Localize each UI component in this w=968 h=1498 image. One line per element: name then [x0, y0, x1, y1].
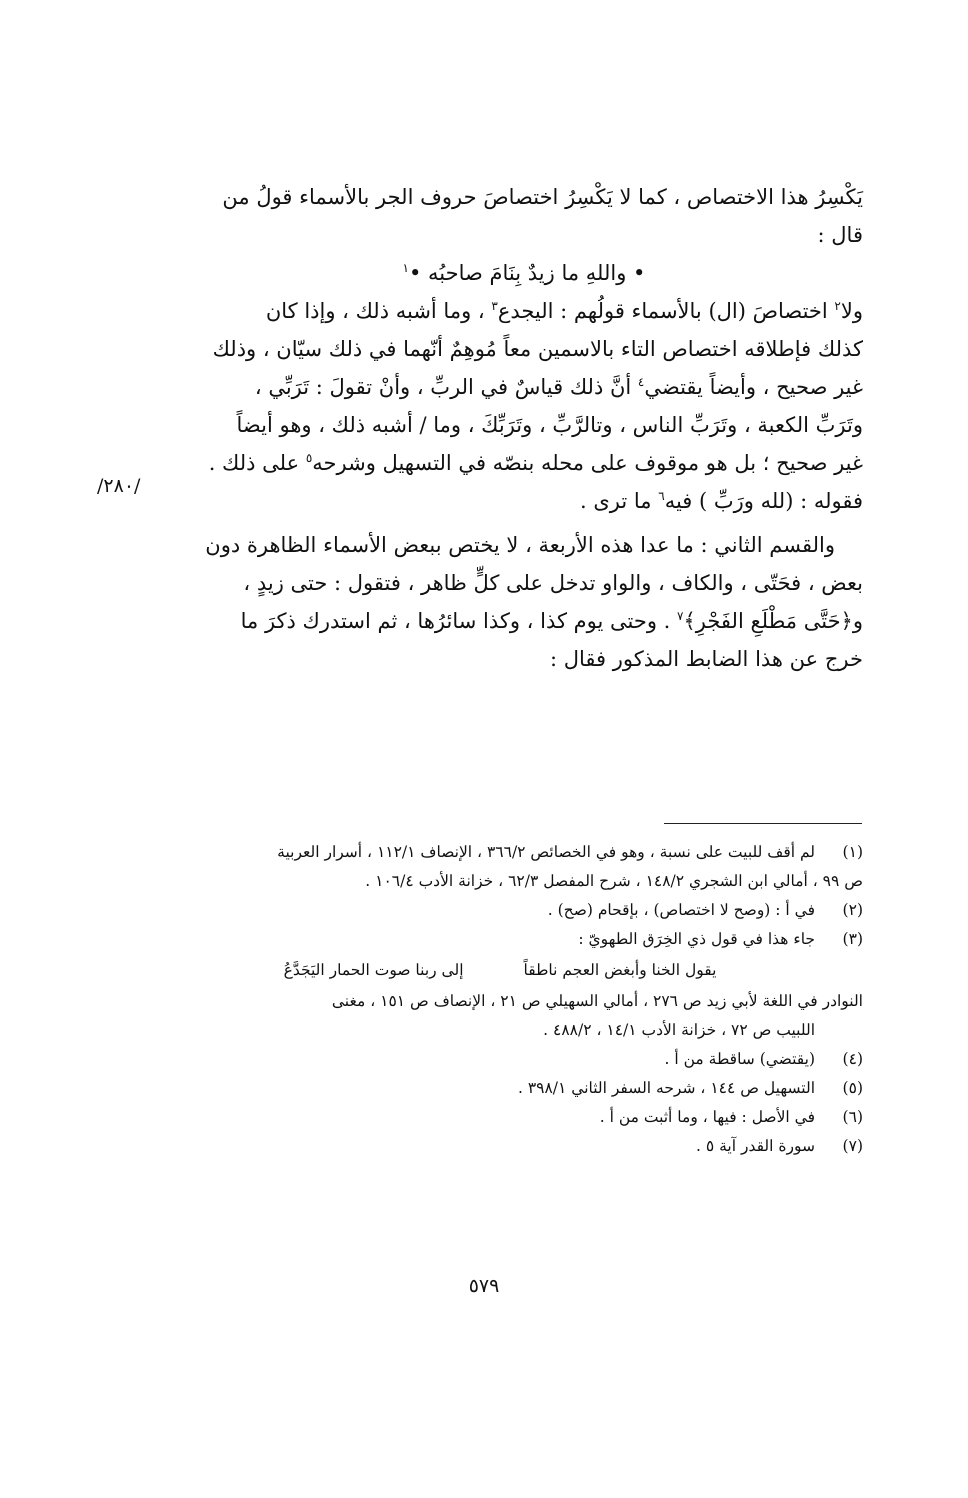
page-number: ٥٧٩	[468, 1275, 500, 1297]
footnote-ref: ٥	[305, 451, 313, 465]
text-line	[185, 602, 863, 640]
footnote-line: ص ٩٩ ، أمالي ابن الشجري ١٤٨/٢ ، شرح المفصل ٦٢/٣ ، خزانة الأدب ١٠٦/٤ .	[365, 872, 863, 890]
text-segment: على ذلك .	[208, 451, 306, 475]
footnote-ref: ١	[402, 261, 409, 275]
footnote-number: (٥)	[842, 1079, 863, 1097]
text-segment: . وحتى يوم كذا ، وكذا سائرُها ، ثم استدرك ذكرَ ما	[240, 609, 678, 633]
footnote-line: جاء هذا في قول ذي الخِرَق الطهويّ :	[578, 930, 815, 948]
paragraph-second-section	[185, 526, 863, 678]
text-line	[185, 292, 863, 330]
text-line: قال :	[817, 223, 863, 247]
footnote-number: (٧)	[842, 1137, 863, 1155]
footnote-text: التسهيل ص ١٤٤ ، شرحه السفر الثاني ٣٩٨/١ .	[517, 1079, 815, 1097]
text-segment: غير صحيح ؛ بل هو موقوف على محله بنصّه في التسهيل وشرحه	[312, 451, 863, 475]
footnote-separator	[664, 823, 862, 824]
text-line	[185, 368, 863, 406]
footnote-ref: ٦	[658, 489, 665, 503]
text-line	[185, 482, 863, 520]
footnote	[185, 1045, 863, 1074]
main-text	[185, 178, 863, 678]
text-line: والقسم الثاني : ما عدا هذه الأربعة ، لا يختص ببعض الأسماء الظاهرة دون	[205, 533, 835, 557]
footnote-number: (٤)	[842, 1050, 863, 1068]
footnote-text: في أ : (وصح لا اختصاص) ، بإقحام (صح) .	[547, 901, 815, 919]
text-segment: ، وما أشبه ذلك ، وإذا كان	[265, 299, 492, 323]
footnote	[185, 1132, 863, 1161]
footnote-line: لم أقف للبيت على نسبة ، وهو في الخصائص ٣٦٦/٢ ، الإنصاف ١١٢/١ ، أسرار العربية	[277, 843, 815, 861]
poem-hemistich: إلى ربنا صوت الحمار اليَجَدَّعُ	[283, 961, 464, 979]
text-line: وتَرَبِّ الكعبة ، وتَرَبِّ الناس ، وتالرَّبِّ ، وتَرَبِّكَ ، وما / أشبه ذلك ، وهو أيضاً	[236, 413, 863, 437]
footnote	[185, 1103, 863, 1132]
footnote-number: (٣)	[842, 930, 863, 948]
poem-hemistich: يقول الخنا وأبغض العجم ناطقاً	[523, 961, 717, 979]
text-segment: ولا	[840, 299, 863, 323]
text-segment: فقوله : (لله ورَبِّ ) فيه	[664, 489, 863, 513]
footnote-poem	[185, 956, 815, 985]
quran-quote: و﴿حَتَّى مَطْلَعِ الفَجْرِ﴾	[683, 609, 863, 633]
footnote	[185, 925, 863, 1045]
text-line: بعض ، فحَتّى ، والكاف ، والواو تدخل على كلٍّ ظاهر ، فتقول : حتى زيدٍ ،	[243, 571, 863, 595]
text-line: خرج عن هذا الضابط المذكور فقال :	[549, 647, 863, 671]
footnote-line: اللبيب ص ٧٢ ، خزانة الأدب ١٤/١ ، ٤٨٨/٢ .	[543, 1021, 815, 1039]
footnote	[185, 896, 863, 925]
text-line	[185, 444, 863, 482]
footnote	[185, 1074, 863, 1103]
paragraph-la	[185, 292, 863, 520]
text-segment: اختصاصَ (ال) بالأسماء قولُهم : اليجدع	[497, 299, 835, 323]
text-line: كذلك فإطلاقه اختصاص التاء بالاسمين معاً مُوهِمٌ أنّهما في ذلك سيّان ، وذلك	[212, 337, 863, 361]
manuscript-folio-marker: /٢٨٠/	[97, 475, 141, 497]
footnote-text: سورة القدر آية ٥ .	[696, 1137, 815, 1155]
footnote-text: في الأصل : فيها ، وما أثبت من أ .	[599, 1108, 815, 1126]
footnote-line: النوادر في اللغة لأبي زيد ص ٢٧٦ ، أمالي السهيلي ص ٢١ ، الإنصاف ص ١٥١ ، مغنى	[331, 992, 863, 1010]
footnote-number: (٢)	[842, 901, 863, 919]
footnote-text	[185, 838, 863, 896]
footnote-number: (٦)	[842, 1108, 863, 1126]
verse-line	[185, 254, 863, 292]
footnote-ref: ٧	[677, 609, 684, 623]
text-segment: غير صحيح ، وأيضاً يقتضي	[644, 375, 863, 399]
paragraph-intro	[185, 178, 863, 254]
text-line: يَكْسِرُ هذا الاختصاص ، كما لا يَكْسِرُ اختصاصَ حروف الجر بالأسماء قولُ من	[222, 185, 863, 209]
text-segment: أنَّ ذلك قياسٌ في الربِّ ، وأنْ تقولَ : تَرَبِّي ،	[254, 375, 638, 399]
footnote-ref: ٤	[637, 375, 645, 389]
footnote	[185, 838, 863, 896]
text-segment: ما ترى .	[580, 489, 659, 513]
footnote-ref: ٣	[491, 299, 498, 313]
footnote-number: (١)	[842, 843, 863, 861]
verse-text: • واللهِ ما زيدٌ بِنَامَ صاحبُه •	[408, 261, 646, 285]
footnote-text	[185, 925, 863, 1045]
footnote-ref: ٢	[834, 299, 841, 313]
footnotes	[185, 838, 863, 1161]
footnote-text: (يقتضي) ساقطة من أ .	[664, 1050, 815, 1068]
